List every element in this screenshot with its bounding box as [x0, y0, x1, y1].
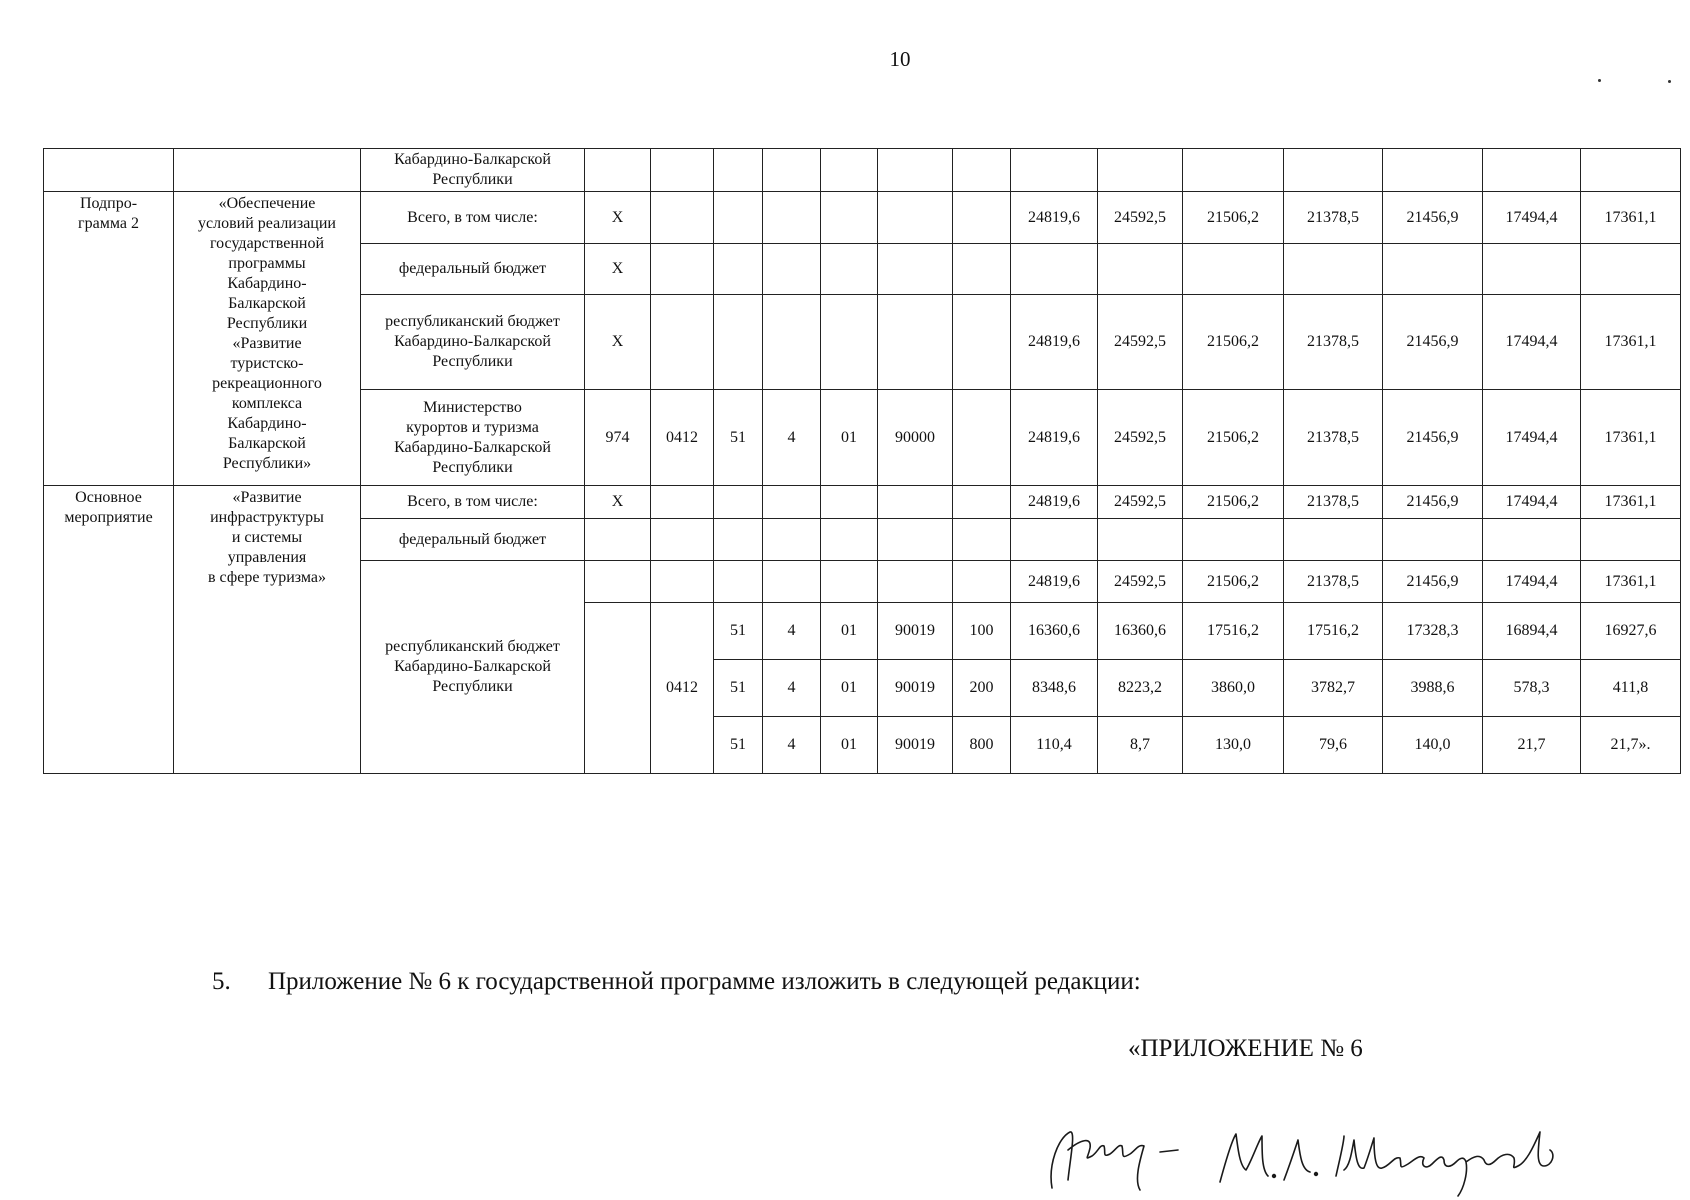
grbs-cell: X — [585, 295, 651, 390]
csr-cell: 90000 — [878, 390, 953, 486]
value-cell: 17494,4 — [1483, 561, 1581, 603]
csr-cell: 51 — [714, 603, 763, 660]
value-cell: 110,4 — [1011, 717, 1098, 774]
value-cell: 24819,6 — [1011, 561, 1098, 603]
value-cell — [1284, 244, 1383, 295]
csr-cell: 90019 — [878, 660, 953, 717]
rz-pr-cell: 0412 — [651, 390, 714, 486]
value-cell: 411,8 — [1581, 660, 1681, 717]
value-cell: 21506,2 — [1183, 192, 1284, 244]
appendix-heading: «ПРИЛОЖЕНИЕ № 6 — [1128, 1035, 1363, 1062]
value-cell: 24819,6 — [1011, 390, 1098, 486]
csr-cell: 4 — [763, 603, 821, 660]
value-cell: 24592,5 — [1098, 561, 1183, 603]
funding-source-cell: Всего, в том числе: — [361, 486, 585, 519]
value-cell: 8223,2 — [1098, 660, 1183, 717]
csr-cell — [763, 244, 821, 295]
csr-cell — [821, 244, 878, 295]
grbs-cell: X — [585, 244, 651, 295]
value-cell: 140,0 — [1383, 717, 1483, 774]
handwritten-signature — [1040, 1110, 1640, 1200]
csr-cell — [763, 192, 821, 244]
funding-source-cell: Министерство курортов и туризма Кабардино-Балкарской Республики — [361, 390, 585, 486]
scan-speck — [1668, 80, 1671, 83]
value-cell: 17361,1 — [1581, 390, 1681, 486]
status-cell — [44, 149, 174, 192]
funding-source-cell: Всего, в том числе: — [361, 192, 585, 244]
value-cell: 3860,0 — [1183, 660, 1284, 717]
funding-source-cell: федеральный бюджет — [361, 244, 585, 295]
value-cell: 24592,5 — [1098, 486, 1183, 519]
program-name-cell — [174, 149, 361, 192]
instruction-paragraph — [212, 968, 1141, 996]
value-cell: 24592,5 — [1098, 295, 1183, 390]
value-cell: 578,3 — [1483, 660, 1581, 717]
value-cell — [1383, 244, 1483, 295]
csr-cell: 01 — [821, 603, 878, 660]
value-cell: 21456,9 — [1383, 295, 1483, 390]
value-cell: 21,7». — [1581, 717, 1681, 774]
csr-cell — [878, 244, 953, 295]
value-cell: 24819,6 — [1011, 295, 1098, 390]
value-cell: 24592,5 — [1098, 192, 1183, 244]
value-cell: 21378,5 — [1284, 192, 1383, 244]
value-cell: 16927,6 — [1581, 603, 1681, 660]
value-cell: 21506,2 — [1183, 390, 1284, 486]
value-cell: 17494,4 — [1483, 390, 1581, 486]
csr-cell: 90019 — [878, 717, 953, 774]
value-cell: 16894,4 — [1483, 603, 1581, 660]
funding-source-cell: федеральный бюджет — [361, 519, 585, 561]
value-cell: 17361,1 — [1581, 486, 1681, 519]
grbs-cell: X — [585, 192, 651, 244]
csr-cell — [714, 192, 763, 244]
value-cell: 21,7 — [1483, 717, 1581, 774]
value-cell: 8348,6 — [1011, 660, 1098, 717]
csr-cell — [821, 295, 878, 390]
vr-cell: 800 — [953, 717, 1011, 774]
funding-source-cell: республиканский бюджет Кабардино-Балкарской Республики — [361, 295, 585, 390]
value-cell: 17494,4 — [1483, 486, 1581, 519]
value-cell: 17361,1 — [1581, 192, 1681, 244]
value-cell: 21456,9 — [1383, 561, 1483, 603]
value-cell: 24819,6 — [1011, 486, 1098, 519]
value-cell: 21378,5 — [1284, 486, 1383, 519]
program-name-cell: «Развитие инфраструктуры и системы управления в сфере туризма» — [174, 486, 361, 774]
csr-cell: 4 — [763, 660, 821, 717]
value-cell — [1011, 244, 1098, 295]
grbs-cell: X — [585, 486, 651, 519]
csr-cell: 01 — [821, 717, 878, 774]
program-name-cell: «Обеспечение условий реализации государственной программы Кабардино- Балкарской Республики «Развитие туристско- рекреационного комплекса Кабардино- Балкарской Республики» — [174, 192, 361, 486]
funding-source-cell: Кабардино-Балкарской Республики — [361, 149, 585, 192]
vr-cell: 100 — [953, 603, 1011, 660]
value-cell: 17494,4 — [1483, 295, 1581, 390]
csr-cell: 90019 — [878, 603, 953, 660]
vr-cell: 200 — [953, 660, 1011, 717]
value-cell: 21506,2 — [1183, 295, 1284, 390]
value-cell: 21456,9 — [1383, 192, 1483, 244]
value-cell — [1098, 244, 1183, 295]
vr-cell — [953, 295, 1011, 390]
value-cell: 8,7 — [1098, 717, 1183, 774]
rz-pr-cell — [651, 244, 714, 295]
csr-cell — [821, 192, 878, 244]
value-cell: 21378,5 — [1284, 561, 1383, 603]
value-cell: 21378,5 — [1284, 295, 1383, 390]
value-cell: 17494,4 — [1483, 192, 1581, 244]
value-cell: 21506,2 — [1183, 486, 1284, 519]
funding-source-cell: республиканский бюджет Кабардино-Балкарской Республики — [361, 561, 585, 774]
table-row — [44, 486, 1681, 519]
csr-cell: 01 — [821, 660, 878, 717]
csr-cell: 51 — [714, 660, 763, 717]
value-cell: 16360,6 — [1011, 603, 1098, 660]
rz-pr-cell — [651, 295, 714, 390]
table-row — [44, 149, 1681, 192]
scan-speck — [1598, 79, 1601, 82]
value-cell: 17361,1 — [1581, 561, 1681, 603]
csr-cell — [714, 295, 763, 390]
vr-cell — [953, 192, 1011, 244]
value-cell: 3782,7 — [1284, 660, 1383, 717]
rz-pr-cell: 0412 — [651, 603, 714, 774]
value-cell: 24819,6 — [1011, 192, 1098, 244]
vr-cell — [953, 390, 1011, 486]
value-cell: 21378,5 — [1284, 390, 1383, 486]
value-cell: 17361,1 — [1581, 295, 1681, 390]
value-cell: 21456,9 — [1383, 486, 1483, 519]
budget-allocation-table — [43, 148, 1681, 774]
grbs-cell — [585, 603, 651, 774]
value-cell: 130,0 — [1183, 717, 1284, 774]
value-cell: 17516,2 — [1183, 603, 1284, 660]
paragraph-text: Приложение № 6 к государственной программе изложить в следующей редакции: — [268, 968, 1141, 995]
rz-pr-cell — [651, 192, 714, 244]
value-cell: 17328,3 — [1383, 603, 1483, 660]
value-cell: 21506,2 — [1183, 561, 1284, 603]
value-cell: 79,6 — [1284, 717, 1383, 774]
value-cell: 16360,6 — [1098, 603, 1183, 660]
csr-cell — [878, 192, 953, 244]
value-cell — [1483, 244, 1581, 295]
csr-cell: 51 — [714, 390, 763, 486]
value-cell: 21456,9 — [1383, 390, 1483, 486]
value-cell: 24592,5 — [1098, 390, 1183, 486]
value-cell — [1581, 244, 1681, 295]
csr-cell: 51 — [714, 717, 763, 774]
status-cell: Основное мероприятие — [44, 486, 174, 774]
table-row — [44, 192, 1681, 244]
value-cell — [1183, 244, 1284, 295]
value-cell: 3988,6 — [1383, 660, 1483, 717]
paragraph-number: 5. — [212, 968, 231, 995]
csr-cell: 4 — [763, 390, 821, 486]
value-cell: 17516,2 — [1284, 603, 1383, 660]
csr-cell: 01 — [821, 390, 878, 486]
csr-cell — [714, 244, 763, 295]
page-number: 10 — [889, 47, 911, 71]
grbs-cell: 974 — [585, 390, 651, 486]
csr-cell — [878, 295, 953, 390]
csr-cell — [763, 295, 821, 390]
csr-cell: 4 — [763, 717, 821, 774]
vr-cell — [953, 244, 1011, 295]
status-cell: Подпро- грамма 2 — [44, 192, 174, 486]
